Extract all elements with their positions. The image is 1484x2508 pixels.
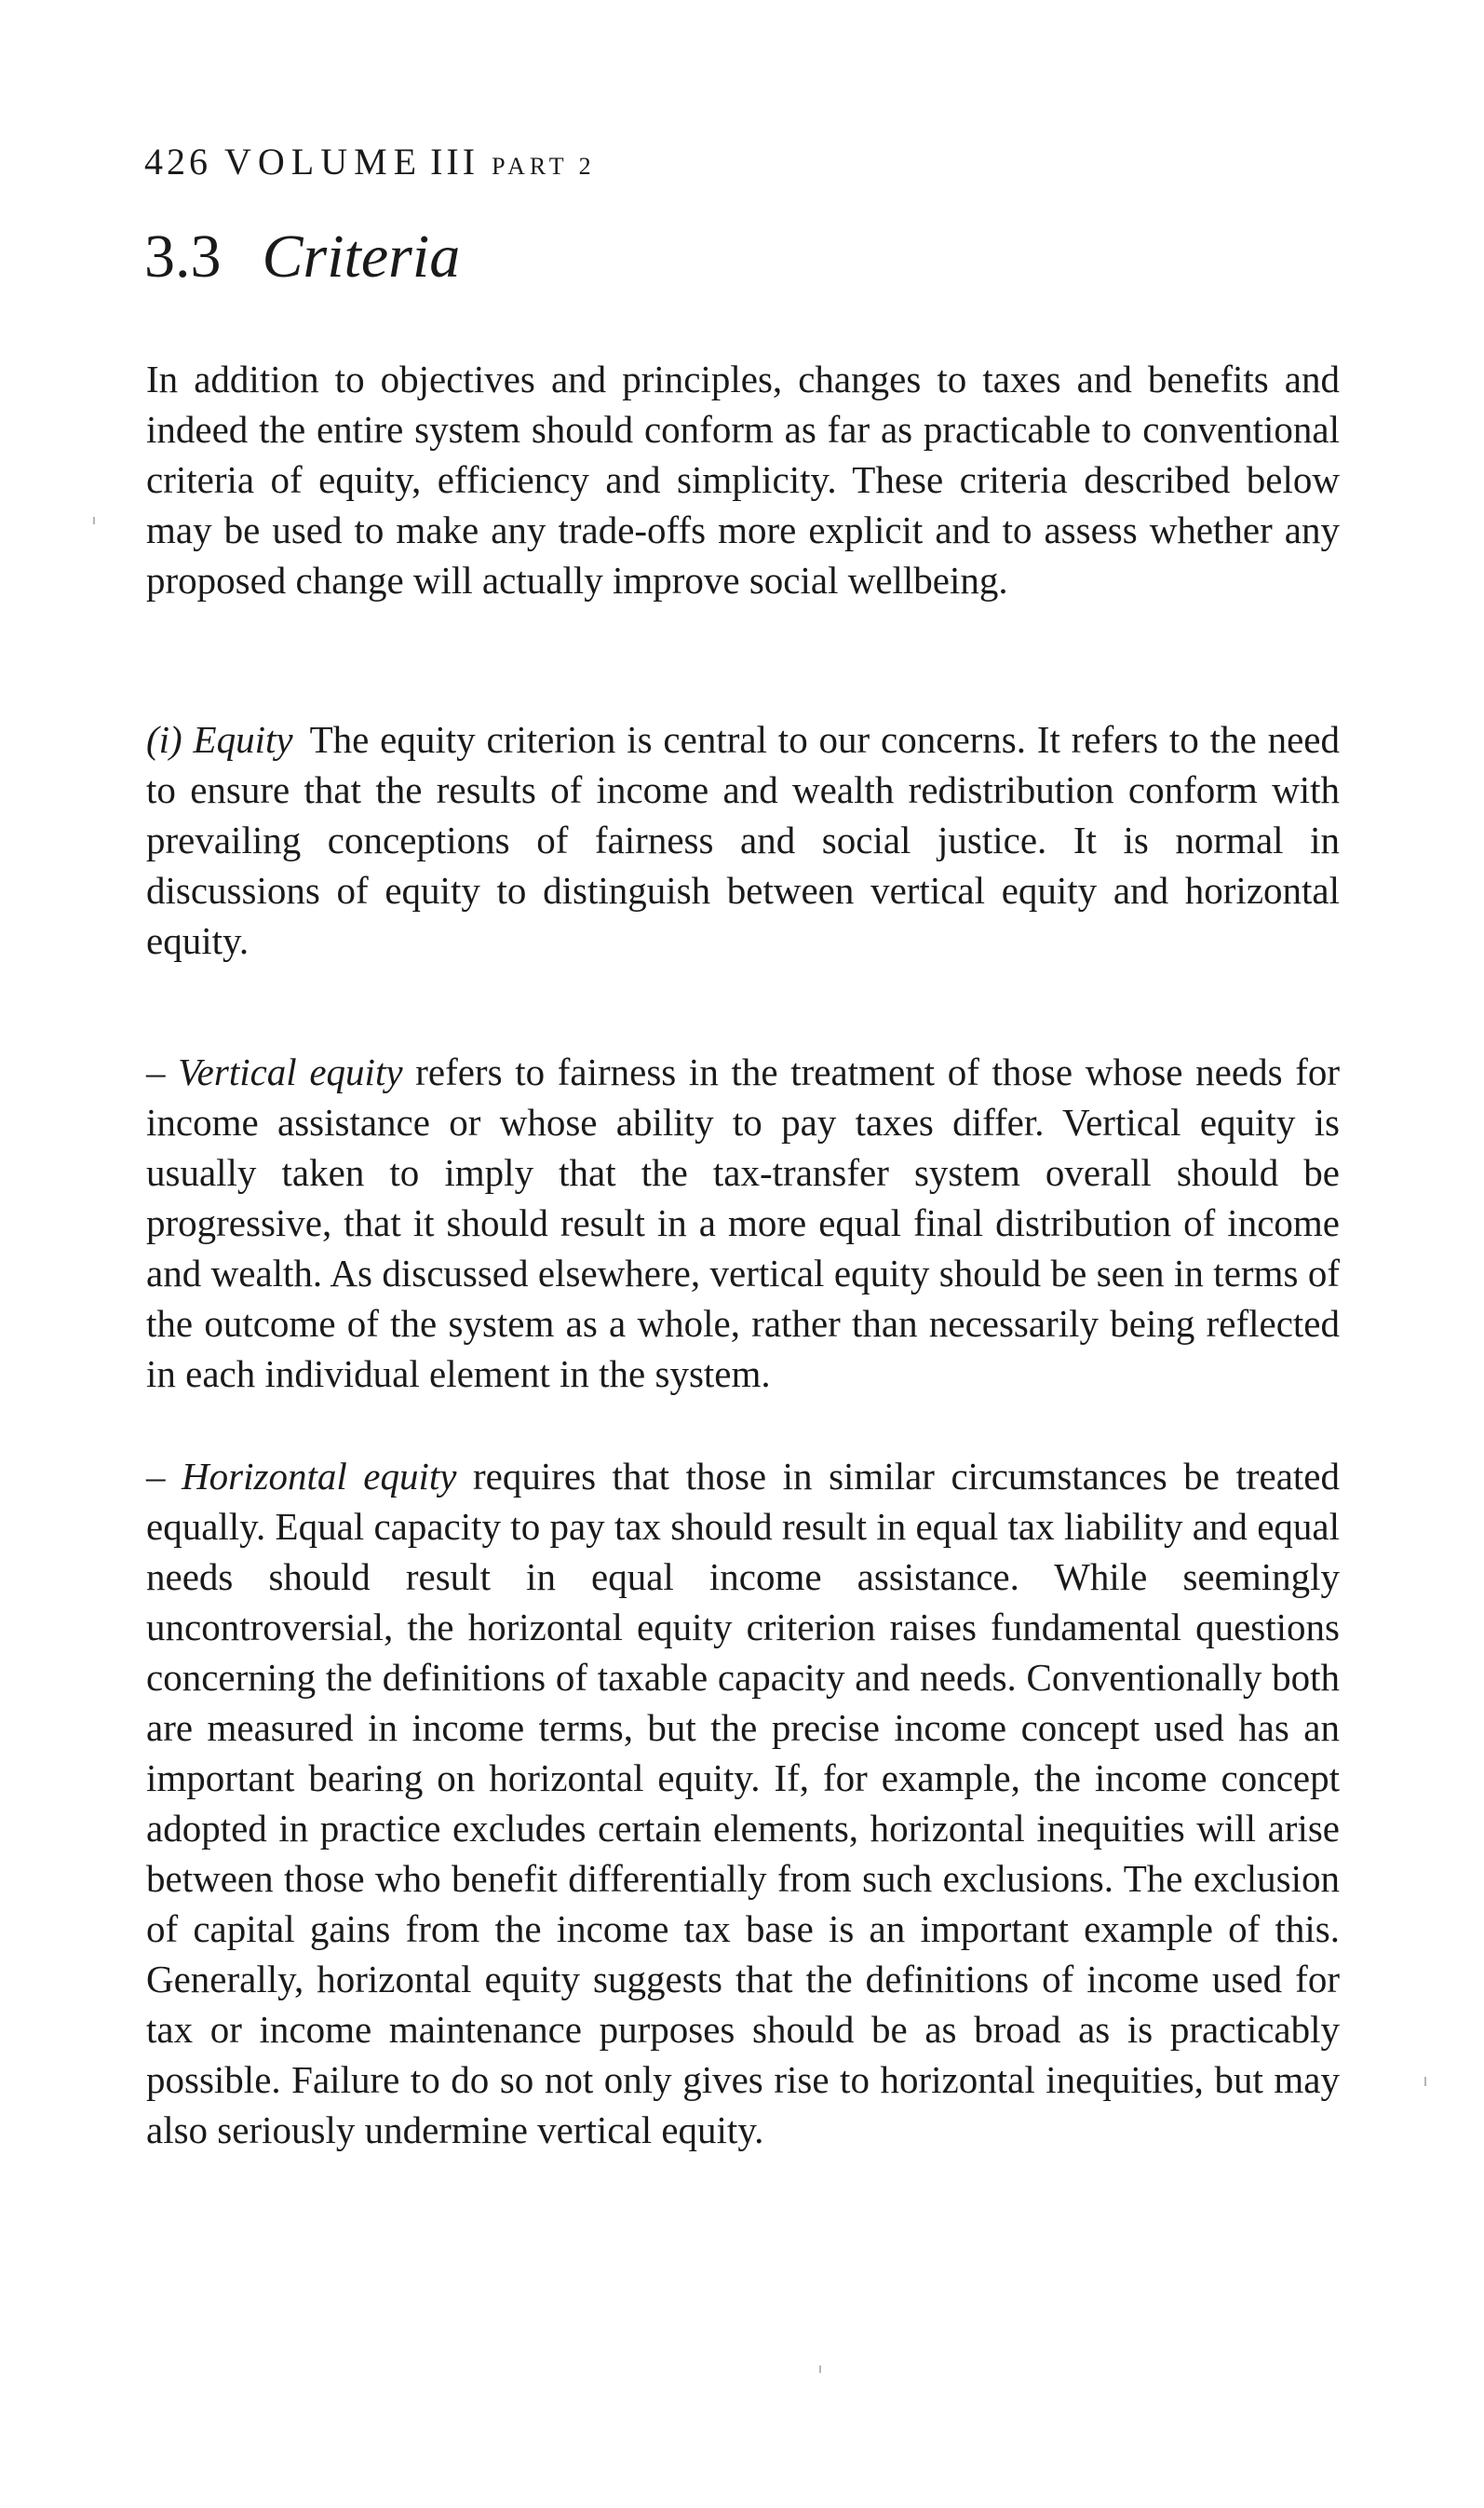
volume-number: III [430,141,479,183]
page-number: 426 [144,141,211,183]
list-dash: – [146,1455,182,1498]
running-head [144,140,596,183]
vertical-equity-term: Vertical equity [178,1051,403,1093]
vertical-equity-paragraph [146,1047,1340,1399]
section-heading [144,222,460,292]
scan-mark [819,2366,821,2373]
scan-mark [1424,2077,1426,2086]
horizontal-equity-term: Horizontal equity [182,1455,457,1498]
scan-mark [93,517,95,524]
vertical-equity-text: refers to fairness in the treatment of those whose needs for income assistance or whose ability to pay taxes differ. Vertical equity is usually taken to imply that the tax-transfer system overall should be progressive, that it should result in a more equal final distribution of income and wealth. As discussed elsewhere, vertical equity should be seen in terms of the outcome of the system as a whole, rather than necessarily being reflected in each individual element in the system. [146,1051,1340,1395]
intro-paragraph: In addition to objectives and principles, changes to taxes and benefits and indeed the entire system should conform as far as practicable to conventional criteria of equity, efficiency and simplicity. These criteria described below may be used to make any trade-offs more explicit and to assess whether any proposed change will actually improve social wellbeing. [146,358,1340,602]
part-label: PART 2 [492,153,596,180]
equity-text: The equity criterion is central to our concerns. It refers to the need to ensure that the results of income and wealth redistribution conform with prevailing conceptions of fairness and social justice. It is normal in discussions of equity to distinguish between vertical equity and horizontal equity. [146,718,1340,962]
equity-paragraph [146,714,1340,966]
list-dash: – [146,1051,179,1093]
section-title: Criteria [262,223,461,291]
horizontal-equity-text: requires that those in similar circumstances be treated equally. Equal capacity to pay tax should result in equal tax liability and equal needs should result in equal income assistance. While seemingly uncontroversial, the horizontal equity criterion raises fundamental questions concerning the definitions of taxable capacity and needs. Conventionally both are measured in income terms, but the precise income concept used has an important bearing on horizontal equity. If, for example, the income concept adopted in practice excludes certain elements, horizontal inequities will arise between those who benefit differentially from such exclusions. The exclusion of capital gains from the income tax base is an important example of this. Generally, horizontal equity suggests that the definitions of income used for tax or income maintenance purposes should be as broad as is practicably possible. Failure to do so not only gives rise to horizontal inequities, but may also seriously undermine vertical equity. [146,1455,1341,2151]
equity-label: (i) Equity [146,718,293,761]
horizontal-equity-paragraph [146,1451,1340,2155]
section-number: 3.3 [144,223,222,291]
volume-word: VOLUME [224,141,424,183]
